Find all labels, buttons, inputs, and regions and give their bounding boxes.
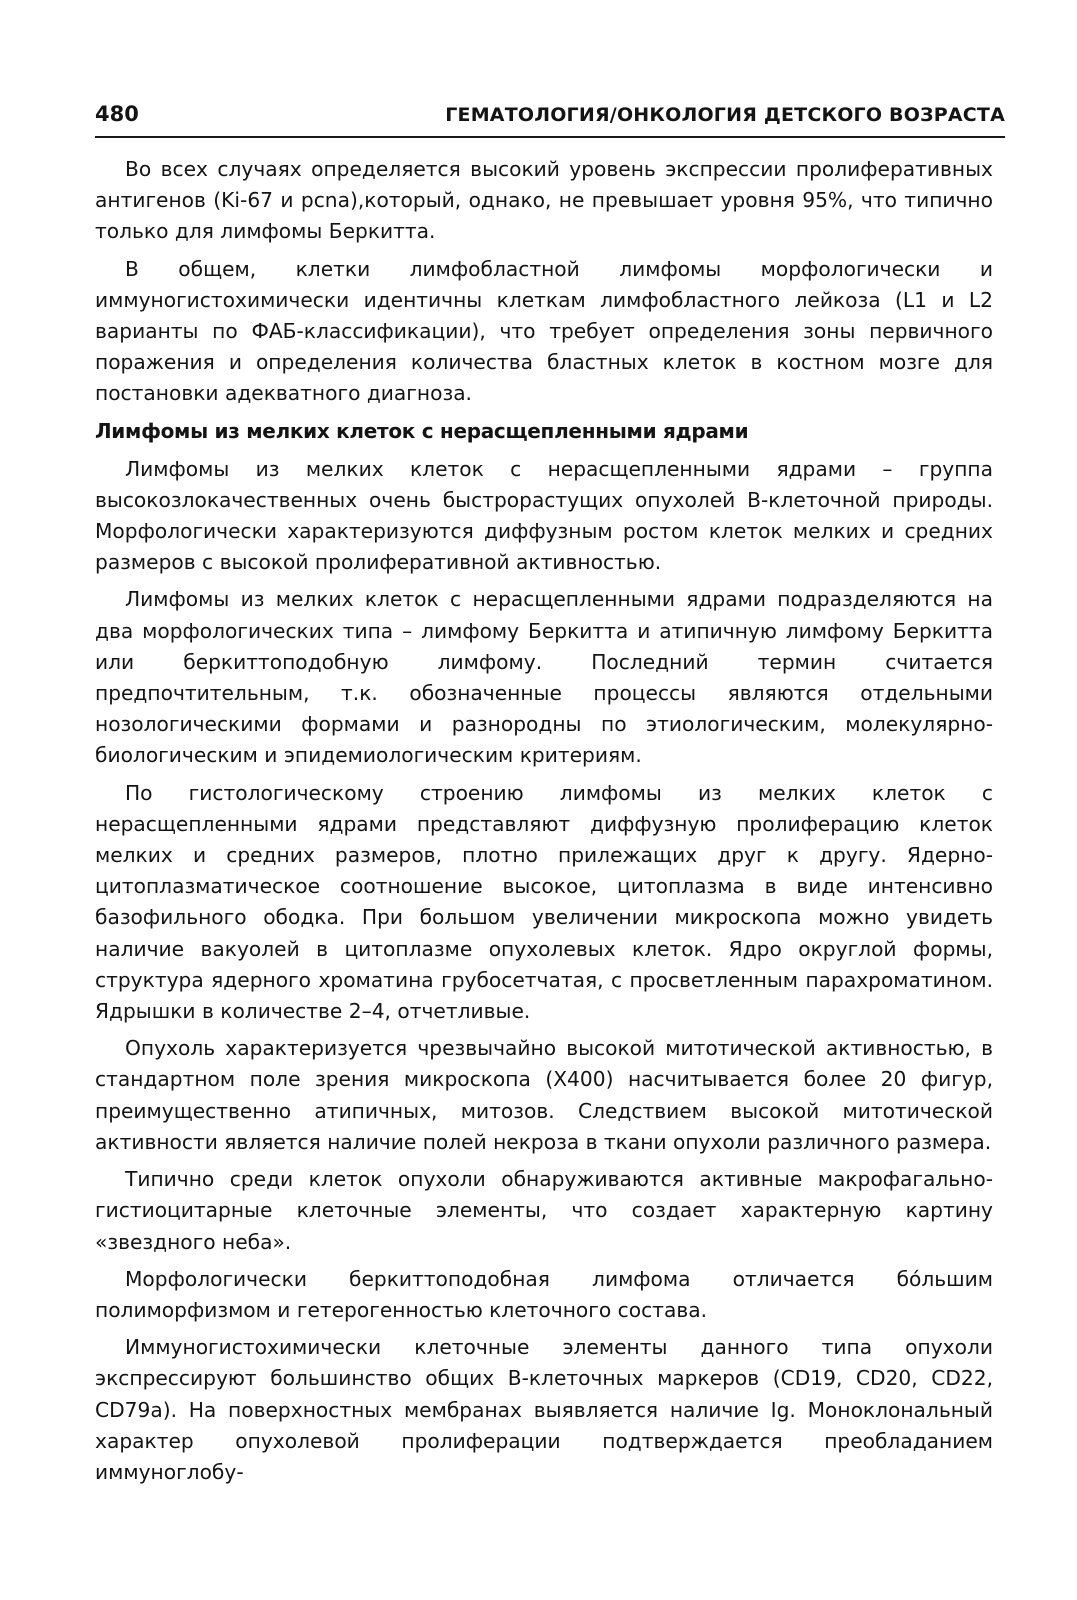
paragraph-burkitt-like: Морфологически беркиттоподобная лимфома отличается бо́льшим полиморфизмом и гетерогенностью клеточного состава. [95, 1266, 993, 1322]
paragraph-lymphoblastic-lymphoma: В общем, клетки лимфобластной лимфомы морфологически и иммуногистохимически идентичны клеткам лимфобластного лейкоза (L1 и L2 варианты по ФАБ-классификации), что требует определения зоны первичного поражения и определения количества бластных клеток в костном мозге для постановки адекватного диагноза. [95, 256, 993, 406]
paragraph-proliferative-antigens: Во всех случаях определяется высокий уровень экспрессии пролиферативных антигенов (Ki-67 и pcna),который, однако, не превышает уровня 95%, что типично только для лимфомы Беркитта. [95, 157, 993, 244]
paragraph-morphological-types: Лимфомы из мелких клеток с нерасщепленными ядрами подразделяются на два морфологических типа – лимфому Беркитта и атипичную лимфому Беркитта или беркиттоподобную лимфому. Последний термин считается предпочтительным, т.к. обозначенные процессы являются отдельными нозологическими формами и разнородны по этиологическим, молекулярно-биологическим и эпидемиологическим критериям. [95, 587, 993, 768]
paragraph-immunohistochemistry: Иммуногистохимически клеточные элементы данного типа опухоли экспрессируют большинство общих В-клеточных маркеров (CD19, CD20, CD22, CD79a). На поверхностных мембранах выявляется наличие Ig. Моноклональный характер опухолевой пролиферации подтверждается преобладанием иммуноглобу- [95, 1335, 993, 1484]
page-body [95, 154, 993, 1494]
page-header [95, 100, 1005, 138]
page-number: 480 [95, 102, 139, 126]
paragraph-histology: По гистологическому строению лимфомы из мелких клеток с нерасщепленными ядрами представляют диффузную пролиферацию клеток мелких и средних размеров, плотно прилежащих друг к другу. Ядерно-цитоплазматическое соотношение высокое, цитоплазма в виде интенсивно базофильного ободка. При большом увеличении микроскопа можно увидеть наличие вакуолей в цитоплазме опухолевых клеток. Ядро округлой формы, структура ядерного хроматина грубосетчатая, с просветленным парахроматином. Ядрышки в количестве 2–4, отчетливые. [95, 780, 993, 1024]
section-heading: Лимфомы из мелких клеток с нерасщепленными ядрами [95, 418, 749, 443]
running-title: ГЕМАТОЛОГИЯ/ОНКОЛОГИЯ ДЕТСКОГО ВОЗРАСТА [445, 104, 1005, 126]
paragraph-starry-sky: Типично среди клеток опухоли обнаруживаются активные макрофагально-гистиоцитарные клеточные элементы, что создает характерную картину «звездного неба». [95, 1167, 993, 1254]
paragraph-mitotic-activity: Опухоль характеризуется чрезвычайно высокой митотической активностью, в стандартном поле зрения микроскопа (X400) насчитывается более 20 фигур, преимущественно атипичных, митозов. Следствием высокой митотической активности является наличие полей некроза в ткани опухоли различного размера. [95, 1036, 993, 1154]
paragraph-definition: Лимфомы из мелких клеток с нерасщепленными ядрами – группа высокозлокачественных очень быстрорастущих опухолей В-клеточной природы. Морфологически характеризуются диффузным ростом клеток мелких и средних размеров с высокой пролиферативной активностью. [95, 456, 993, 575]
